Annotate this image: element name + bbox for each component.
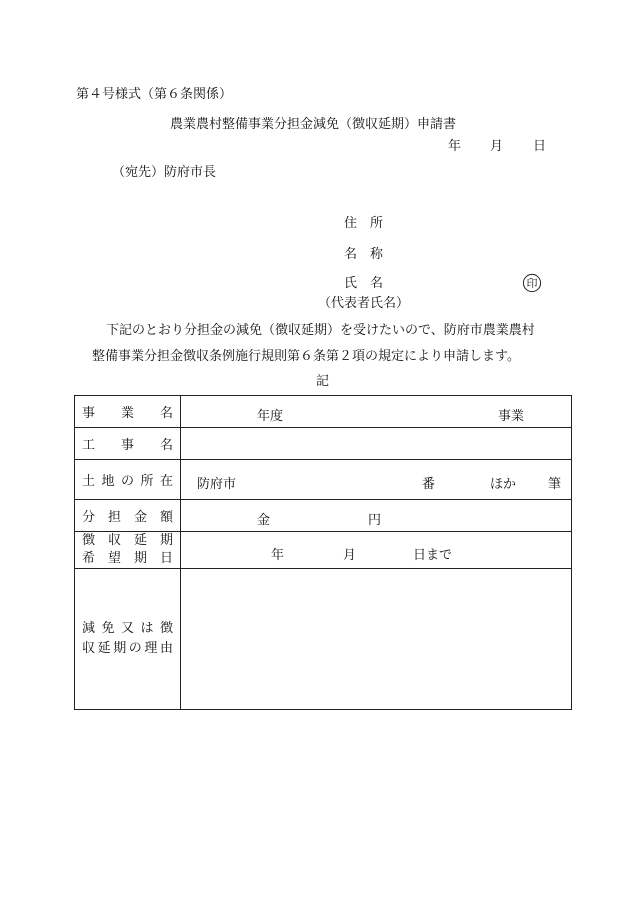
deferral-day-label: 日まで: [413, 548, 453, 563]
application-form-table: [74, 395, 572, 710]
hitsu-label: 筆: [548, 477, 562, 492]
body-line-2: 整備事業分担金徴収条例施行規則第６条第２項の規定により申請します。: [92, 349, 520, 364]
date-month-label: 月: [490, 139, 504, 154]
value-project-name[interactable]: [181, 396, 572, 428]
value-deferral-date[interactable]: [181, 532, 572, 569]
date-year-label: 年: [448, 139, 462, 154]
row-construction-name: [75, 428, 572, 460]
label-project-name: 事 業 名: [75, 396, 181, 428]
yen-label: 円: [368, 513, 382, 528]
ban-label: 番: [422, 477, 436, 492]
person-name-label: 氏 名: [344, 276, 384, 291]
row-reason: [75, 569, 572, 710]
row-contribution-amount: [75, 500, 572, 532]
ki-heading: 記: [316, 374, 330, 389]
label-construction-name: 工 事 名: [75, 428, 181, 460]
project-suffix-label: 事業: [498, 409, 525, 424]
city-label: 防府市: [197, 477, 237, 492]
row-deferral-date: [75, 532, 572, 569]
fiscal-year-label: 年度: [257, 409, 284, 424]
representative-label: （代表者氏名）: [318, 296, 410, 311]
label-reason: 減 免 又 は 徴 収 延 期 の 理 由: [75, 569, 181, 710]
organization-name-label: 名 称: [344, 247, 384, 262]
deferral-month-label: 月: [343, 548, 357, 563]
value-reason[interactable]: [181, 569, 572, 710]
kin-label: 金: [257, 513, 271, 528]
document-title: 農業農村整備事業分担金減免（徴収延期）申請書: [170, 117, 457, 132]
seal-mark-icon: [522, 273, 542, 293]
row-land-location: [75, 460, 572, 500]
seal-char: 印: [526, 277, 538, 291]
label-land-location: 土 地 の 所 在: [75, 460, 181, 500]
hoka-label: ほか: [490, 477, 517, 492]
deferral-year-label: 年: [271, 548, 285, 563]
row-project-name: [75, 396, 572, 428]
value-contribution-amount[interactable]: [181, 500, 572, 532]
addressee: （宛先）防府市長: [112, 165, 217, 180]
form-number: 第４号様式（第６条関係）: [76, 87, 233, 102]
address-label: 住 所: [344, 216, 384, 231]
value-construction-name[interactable]: [181, 428, 572, 460]
label-contribution-amount: 分 担 金 額: [75, 500, 181, 532]
value-land-location[interactable]: [181, 460, 572, 500]
body-line-1: 下記のとおり分担金の減免（徴収延期）を受けたいので、防府市農業農村: [106, 323, 535, 338]
date-day-label: 日: [533, 139, 547, 154]
label-deferral-date: 徴 収 延 期 希 望 期 日: [75, 532, 181, 569]
